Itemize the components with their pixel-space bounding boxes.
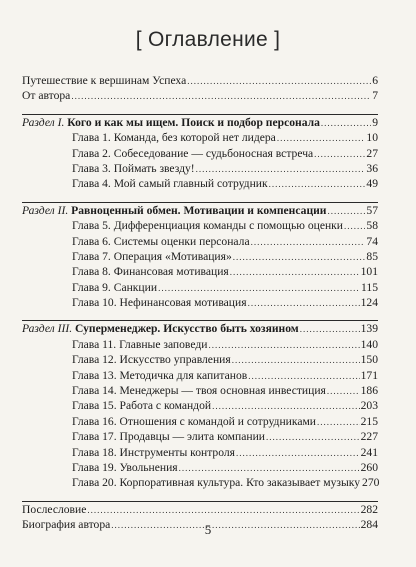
chapter-title: Глава 2. Собеседование — судьбоносная встреча bbox=[72, 146, 314, 160]
chapter-title: Глава 13. Методичка для капитанов bbox=[72, 368, 248, 382]
chapter-page: 140 bbox=[360, 337, 378, 351]
leader-dots bbox=[251, 235, 366, 250]
chapter-page: 58 bbox=[366, 219, 378, 233]
section-title: Кого и как мы ищем. Поиск и подбор персонала bbox=[67, 115, 320, 129]
leader-dots bbox=[314, 147, 365, 162]
toc-chapter bbox=[22, 295, 378, 310]
leader-dots bbox=[196, 162, 366, 177]
toc-chapter bbox=[22, 264, 378, 279]
toc-chapter bbox=[22, 249, 378, 264]
leader-dots bbox=[248, 296, 360, 311]
chapter-page: 241 bbox=[360, 445, 378, 459]
toc-entry bbox=[22, 502, 378, 517]
chapter-page: 171 bbox=[360, 368, 378, 382]
toc-entry-page: 282 bbox=[360, 502, 378, 516]
chapter-page: 27 bbox=[366, 146, 378, 160]
toc-chapter bbox=[22, 176, 378, 191]
leader-dots bbox=[236, 446, 360, 461]
chapter-page: 215 bbox=[360, 414, 378, 428]
toc-section bbox=[22, 115, 378, 130]
toc-entry-title: Послесловие bbox=[22, 502, 87, 516]
leader-dots bbox=[248, 369, 359, 384]
leader-dots bbox=[87, 503, 359, 518]
chapter-title: Глава 4. Мой самый главный сотрудник bbox=[72, 177, 268, 191]
chapter-title: Глава 11. Главные заповеди bbox=[72, 337, 208, 351]
section-page: 57 bbox=[366, 203, 378, 217]
section-label: Раздел I. bbox=[22, 115, 65, 129]
toc-chapter bbox=[22, 460, 378, 475]
toc-chapter bbox=[22, 218, 378, 233]
toc-chapter bbox=[22, 429, 378, 444]
leader-dots bbox=[187, 74, 371, 89]
chapter-title: Глава 7. Операция «Мотивация» bbox=[72, 249, 232, 263]
chapter-title: Глава 1. Команда, без которой нет лидера bbox=[72, 131, 276, 145]
chapter-title: Глава 14. Менеджеры — твоя основная инвестиция bbox=[72, 384, 326, 398]
chapter-page: 74 bbox=[366, 234, 378, 248]
chapter-title: Глава 10. Нефинансовая мотивация bbox=[72, 296, 247, 310]
toc-chapter bbox=[22, 280, 378, 295]
chapter-page: 36 bbox=[366, 161, 378, 175]
chapter-title: Глава 12. Искусство управления bbox=[72, 353, 231, 367]
page-title: [ Оглавление ] bbox=[135, 28, 281, 51]
toc-entry bbox=[22, 73, 378, 88]
toc-chapter bbox=[22, 383, 378, 398]
chapter-title: Глава 9. Санкции bbox=[72, 280, 158, 294]
leader-dots bbox=[179, 461, 360, 476]
leader-dots bbox=[233, 250, 366, 265]
table-of-contents bbox=[22, 73, 378, 533]
chapter-page: 227 bbox=[360, 430, 378, 444]
chapter-title: Глава 5. Дифференциация команды с помощью оценки bbox=[72, 219, 344, 233]
chapter-title: Глава 20. Корпоративная культура. Кто заказывает музыку bbox=[72, 476, 361, 490]
chapter-page: 260 bbox=[360, 460, 378, 474]
toc-chapter bbox=[22, 161, 378, 176]
section-label: Раздел II. bbox=[22, 203, 69, 217]
leader-dots bbox=[277, 131, 366, 146]
toc-section bbox=[22, 203, 378, 218]
leader-dots bbox=[317, 415, 360, 430]
toc-chapter bbox=[22, 475, 378, 490]
leader-dots bbox=[344, 219, 365, 234]
chapter-title: Глава 16. Отношения с командой и сотрудниками bbox=[72, 414, 317, 428]
leader-dots bbox=[212, 399, 360, 414]
chapter-page: 124 bbox=[360, 296, 378, 310]
section-page: 9 bbox=[372, 115, 378, 129]
leader-dots bbox=[328, 204, 366, 219]
chapter-page: 101 bbox=[360, 265, 378, 279]
toc-chapter bbox=[22, 414, 378, 429]
leader-dots bbox=[266, 430, 360, 445]
chapter-page: 115 bbox=[361, 280, 378, 294]
leader-dots bbox=[300, 322, 360, 337]
toc-entry-title: Путешествие к вершинам Успеха bbox=[22, 74, 187, 87]
toc-chapter bbox=[22, 445, 378, 460]
chapter-page: 186 bbox=[360, 384, 378, 398]
chapter-title: Глава 6. Системы оценки персонала bbox=[72, 234, 250, 248]
leader-dots bbox=[232, 353, 360, 368]
toc-chapter bbox=[22, 146, 378, 161]
toc-entry-page: 7 bbox=[372, 89, 378, 103]
chapter-page: 270 bbox=[362, 476, 380, 490]
chapter-title: Глава 17. Продавцы — элита компании bbox=[72, 430, 265, 444]
chapter-title: Глава 8. Финансовая мотивация bbox=[72, 265, 229, 279]
chapter-page: 150 bbox=[360, 353, 378, 367]
toc-chapter bbox=[22, 337, 378, 352]
chapter-title: Глава 19. Увольнения bbox=[72, 460, 178, 474]
chapter-title: Глава 18. Инструменты контроля bbox=[72, 445, 235, 459]
leader-dots bbox=[71, 89, 371, 104]
toc-entry bbox=[22, 88, 378, 103]
leader-dots bbox=[208, 338, 359, 353]
chapter-title: Глава 15. Работа с командой bbox=[72, 399, 212, 413]
toc-chapter bbox=[22, 352, 378, 367]
chapter-page: 203 bbox=[360, 399, 378, 413]
toc-entry-title: Биография автора bbox=[22, 518, 111, 532]
section-title: Равноценный обмен. Мотивации и компенсации bbox=[71, 203, 327, 217]
leader-dots bbox=[321, 116, 371, 131]
toc-chapter bbox=[22, 398, 378, 413]
chapter-page: 49 bbox=[366, 177, 378, 191]
chapter-title: Глава 3. Поймать звезду! bbox=[72, 161, 195, 175]
toc-entry-page: 284 bbox=[360, 518, 378, 532]
toc-chapter bbox=[22, 234, 378, 249]
section-label: Раздел III. bbox=[22, 322, 73, 336]
toc-chapter bbox=[22, 368, 378, 383]
leader-dots bbox=[269, 177, 366, 192]
toc-chapter bbox=[22, 130, 378, 145]
chapter-page: 10 bbox=[366, 131, 378, 145]
toc-entry-page: 6 bbox=[372, 74, 378, 87]
toc-entry-title: От автора bbox=[22, 89, 71, 103]
section-title: Суперменеджер. Искусство быть хозяином bbox=[75, 322, 299, 336]
leader-dots bbox=[158, 281, 360, 296]
section-page: 139 bbox=[360, 322, 378, 336]
leader-dots bbox=[327, 384, 360, 399]
leader-dots bbox=[230, 265, 360, 280]
chapter-page: 85 bbox=[366, 249, 378, 263]
toc-section bbox=[22, 321, 378, 336]
page-number: 5 bbox=[204, 522, 212, 537]
